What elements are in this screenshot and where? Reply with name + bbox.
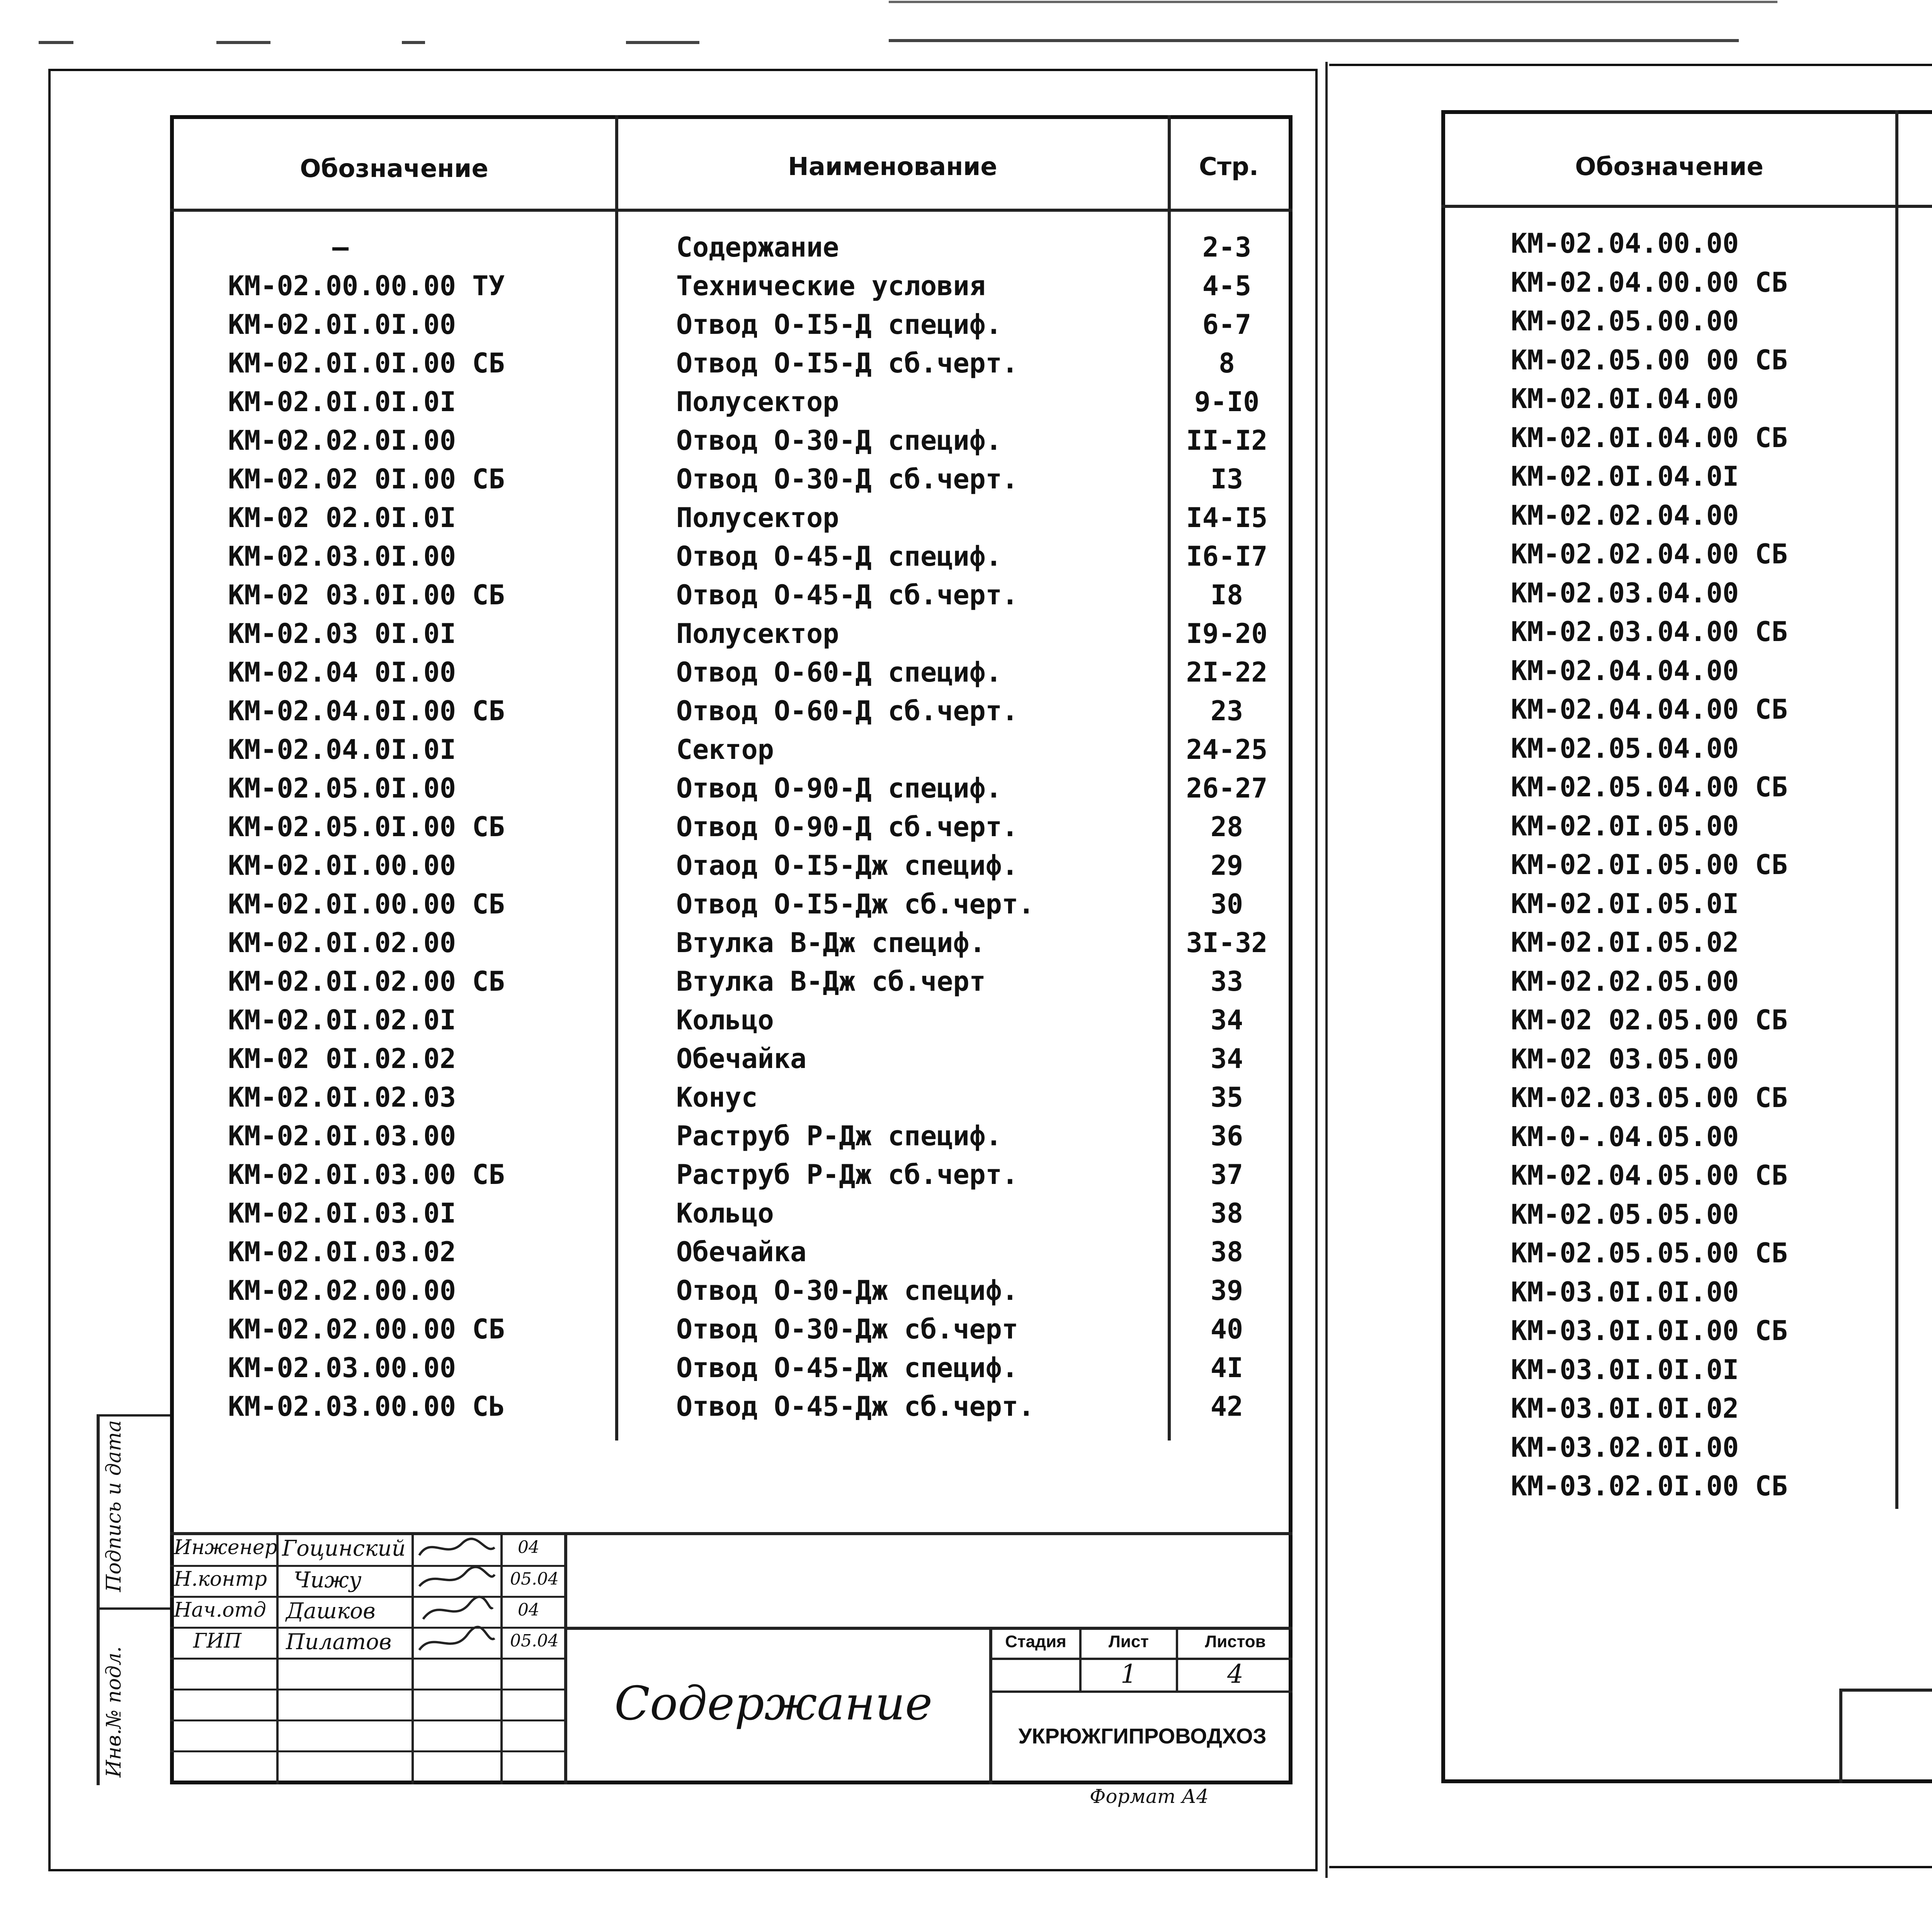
item-designation: КМ-0-.04.05.00 (1511, 1121, 1739, 1153)
list-item (228, 614, 1271, 653)
scan-edge-marks (0, 0, 1932, 66)
item-designation: — (332, 231, 349, 263)
item-designation: КМ-02.05.04.00 (1511, 732, 1739, 764)
item-designation: КМ-02.03.04.00 СБ (1511, 616, 1788, 648)
item-name: Отвод О-I5-Дж сб.черт. (676, 888, 1035, 920)
item-name: Отвод О-30-Дж специф. (676, 1275, 1019, 1306)
list-item (228, 769, 1271, 808)
item-name: Отаод О-I5-Дж специф. (676, 850, 1019, 881)
item-name: Отвод О-45-Дж специф. (676, 1352, 1019, 1384)
list-item (1511, 1428, 1932, 1467)
item-designation: КМ-02.0I.03.0I (228, 1197, 456, 1229)
right-stamp-v-line (1839, 1689, 1842, 1783)
list-item (228, 228, 1271, 267)
item-name: Отвод О-30-Д сб.черт. (676, 463, 1019, 495)
right-header-divider (1441, 205, 1932, 208)
item-name: Обечайка (676, 1236, 807, 1268)
item-page: I4-I5 (1186, 502, 1268, 534)
item-page: 4-5 (1202, 270, 1252, 302)
list-item (228, 498, 1271, 537)
item-designation: КМ-02.0I.0I.0I (228, 386, 456, 418)
list-item (1511, 1234, 1932, 1272)
item-designation: КМ-02.02.04.00 СБ (1511, 538, 1788, 570)
item-name: Отвод О-I5-Д сб.черт. (676, 347, 1019, 379)
list-item (1511, 457, 1932, 496)
item-designation: КМ-02.05.05.00 (1511, 1198, 1739, 1230)
item-page: 8 (1218, 347, 1235, 379)
item-designation: КМ-02.0I.02.0I (228, 1004, 456, 1036)
list-item (228, 1155, 1271, 1194)
item-designation: КМ-02.0I.00.00 (228, 850, 456, 881)
item-designation: КМ-02.0I.0I.00 (228, 309, 456, 340)
item-designation: КМ-03.0I.0I.02 (1511, 1393, 1739, 1424)
item-page: 4I (1210, 1352, 1243, 1384)
item-page: 38 (1210, 1197, 1243, 1229)
list-item (228, 962, 1271, 1001)
item-designation: КМ-02.0I.02.00 (228, 927, 456, 959)
list-item (228, 421, 1271, 460)
item-name: Отвод О-45-Д сб.черт. (676, 579, 1019, 611)
item-designation: КМ-02.04.00.00 (1511, 228, 1739, 259)
item-name: Кольцо (676, 1197, 774, 1229)
item-designation: КМ-02 0I.02.02 (228, 1043, 456, 1075)
list-item (1511, 1311, 1932, 1350)
item-name: Раструб Р-Дж сб.черт. (676, 1159, 1019, 1190)
item-designation: КМ-02.0I.04.0I (1511, 461, 1739, 492)
list-item (228, 692, 1271, 730)
list-item (228, 576, 1271, 614)
item-designation: КМ-02.0I.00.00 СБ (228, 888, 505, 920)
right-header-name (1898, 151, 1932, 179)
item-page: I6-I7 (1186, 541, 1268, 572)
item-page: 2-3 (1202, 231, 1252, 263)
item-designation: КМ-02.04.04.00 (1511, 655, 1739, 687)
item-page: 29 (1210, 850, 1243, 881)
item-designation: КМ-03.0I.0I.00 СБ (1511, 1315, 1788, 1347)
list-item (1511, 418, 1932, 457)
list-item (1511, 1156, 1932, 1195)
item-page: 37 (1210, 1159, 1243, 1190)
list-item (228, 383, 1271, 421)
list-item (228, 653, 1271, 692)
item-name: Отвод О-60-Д специф. (676, 656, 1002, 688)
side-label-inventory: Инв.№ подл. (102, 1646, 126, 1777)
sheets-value: 4 (1227, 1659, 1243, 1689)
item-name: Отвод О-45-Дж сб.черт. (676, 1391, 1035, 1422)
item-page: 3I-32 (1186, 927, 1268, 959)
stamp-date-4: 05.04 (510, 1631, 559, 1651)
item-page: II-I2 (1186, 425, 1268, 456)
item-designation: КМ-02.0I.03.00 (228, 1120, 456, 1152)
list-item (228, 885, 1271, 923)
left-format-label: Формат А4 (1090, 1785, 1209, 1808)
list-item (1511, 807, 1932, 845)
item-page: 38 (1210, 1236, 1243, 1268)
list-item (1511, 1467, 1932, 1505)
list-item (1511, 690, 1932, 729)
list-item (228, 923, 1271, 962)
item-designation: КМ-02.02 0I.00 СБ (228, 463, 505, 495)
left-side-strip-top (97, 1414, 170, 1417)
list-item (228, 846, 1271, 885)
item-designation: КМ-03.0I.0I.0I (1511, 1354, 1739, 1386)
left-side-strip-divider (97, 1607, 170, 1610)
list-item (228, 344, 1271, 383)
item-name: Отвод О-90-Д специф. (676, 772, 1002, 804)
list-item (1511, 768, 1932, 806)
list-item (1511, 1389, 1932, 1428)
item-designation: КМ-02.05.05.00 СБ (1511, 1237, 1788, 1269)
item-designation: КМ-02.03.05.00 СБ (1511, 1082, 1788, 1114)
item-name: Отвод О-90-Д сб.черт. (676, 811, 1019, 843)
item-name: Отвод О-45-Д специф. (676, 541, 1002, 572)
stamp-role-2: Н.контр (174, 1568, 267, 1591)
item-name: Отвод О-30-Д специф. (676, 425, 1002, 456)
item-designation: КМ-02.0I.04.00 (1511, 383, 1739, 415)
item-name: Отвод О-I5-Д специф. (676, 309, 1002, 340)
item-designation: КМ-02.02.05.00 (1511, 965, 1739, 997)
item-designation: КМ-02.02.0I.00 (228, 425, 456, 456)
item-designation: КМ-02.04.0I.0I (228, 734, 456, 765)
doc-title: Содержание (614, 1677, 933, 1731)
item-designation: КМ-02.00.00.00 ТУ (228, 270, 505, 302)
item-designation: КМ-02 03.0I.00 СБ (228, 579, 505, 611)
item-name: Раструб Р-Дж специф. (676, 1120, 1002, 1152)
side-label-signature: Подпись и дата (102, 1420, 126, 1592)
list-item (228, 808, 1271, 846)
item-designation: КМ-02.05.00 00 СБ (1511, 344, 1788, 376)
list-item (1511, 1117, 1932, 1156)
item-page: 33 (1210, 966, 1243, 997)
list-item (1511, 574, 1932, 612)
item-designation: КМ-02 02.0I.0I (228, 502, 456, 534)
item-designation: КМ-02.04.05.00 СБ (1511, 1160, 1788, 1191)
item-designation: КМ-02.04.0I.00 СБ (228, 695, 505, 727)
item-designation: КМ-03.02.0I.00 (1511, 1431, 1739, 1463)
stage-label: Стадия (1005, 1632, 1066, 1651)
item-name: Обечайка (676, 1043, 807, 1075)
item-name: Полусектор (676, 386, 839, 418)
list-item (1511, 379, 1932, 418)
sheet-value: 1 (1121, 1659, 1137, 1689)
signature-grid (170, 1532, 564, 1784)
item-page: 39 (1210, 1275, 1243, 1306)
left-header-designation: Обозначение (300, 155, 488, 183)
item-page: I3 (1210, 463, 1243, 495)
item-designation: КМ-02.0I.04.00 СБ (1511, 422, 1788, 454)
item-page: 34 (1210, 1004, 1243, 1036)
left-stamp-divider-v (564, 1532, 567, 1784)
item-designation: КМ-03.0I.0I.00 (1511, 1276, 1739, 1308)
list-item (228, 1001, 1271, 1039)
stamp-role-4: ГИП (193, 1629, 242, 1653)
item-designation: КМ-02.03.0I.00 (228, 541, 456, 572)
stamp-role-3: Нач.отд (174, 1599, 266, 1622)
list-item (1511, 1273, 1932, 1311)
organization-name: УКРЮЖГИПРОВОДХОЗ (1018, 1724, 1267, 1748)
item-designation: КМ-02.03.00.00 СЬ (228, 1391, 505, 1422)
list-item (228, 305, 1271, 344)
item-page: 2I-22 (1186, 656, 1268, 688)
list-item (228, 1039, 1271, 1078)
item-page: 40 (1210, 1313, 1243, 1345)
list-item (1511, 729, 1932, 768)
item-designation: КМ-02.03.04.00 (1511, 577, 1739, 609)
item-name: Конус (676, 1082, 758, 1113)
list-item (1511, 302, 1932, 340)
list-item (1511, 612, 1932, 651)
item-designation: КМ-02.05.0I.00 (228, 772, 456, 804)
item-designation: КМ-02.02.04.00 (1511, 499, 1739, 531)
item-name: Отвод О-30-Дж сб.черт (676, 1313, 1019, 1345)
stamp-date-2: 05.04 (510, 1569, 559, 1589)
item-designation: КМ-02.0I.05.0I (1511, 888, 1739, 920)
item-designation: КМ-02.05.0I.00 СБ (228, 811, 505, 843)
signature-scribbles (415, 1532, 498, 1660)
right-header-designation: Обозначение (1575, 153, 1764, 181)
stamp-name-1: Гоцинский (282, 1536, 406, 1561)
list-item (1511, 1040, 1932, 1078)
list-item (228, 1387, 1271, 1426)
item-designation: КМ-02.0I.03.00 СБ (228, 1159, 505, 1190)
list-item (228, 460, 1271, 498)
item-designation: КМ-02.03 0I.0I (228, 618, 456, 650)
list-item (1511, 1350, 1932, 1389)
list-item (228, 1310, 1271, 1349)
item-designation: КМ-02 03.05.00 (1511, 1043, 1739, 1075)
stamp-name-2: Чижу (294, 1568, 362, 1593)
list-item (228, 1233, 1271, 1271)
item-designation: КМ-02.05.04.00 СБ (1511, 771, 1788, 803)
item-designation: КМ-02.0I.05.00 (1511, 810, 1739, 842)
list-item (228, 267, 1271, 305)
list-item (1511, 1078, 1932, 1117)
item-designation: КМ-02.0I.02.03 (228, 1082, 456, 1113)
item-designation: КМ-02.0I.05.00 СБ (1511, 849, 1788, 881)
right-contents-list (1511, 224, 1932, 1538)
item-page: 42 (1210, 1391, 1243, 1422)
list-item (228, 1117, 1271, 1155)
sheet-separator-line (1325, 62, 1328, 1878)
item-page: 26-27 (1186, 772, 1268, 804)
stage-sheet-boxes (992, 1627, 1293, 1692)
item-page: 6-7 (1202, 309, 1252, 340)
item-name: Полусектор (676, 618, 839, 650)
list-item (228, 730, 1271, 769)
item-page: 24-25 (1186, 734, 1268, 765)
item-designation: КМ-02.0I.02.00 СБ (228, 966, 505, 997)
item-designation: КМ-02.04.04.00 СБ (1511, 694, 1788, 725)
left-contents-list (228, 228, 1271, 1441)
item-name: Полусектор (676, 502, 839, 534)
item-designation: КМ-02.04.00.00 СБ (1511, 266, 1788, 298)
list-item (1511, 651, 1932, 690)
stamp-name-3: Дашков (286, 1599, 376, 1624)
item-name: Содержание (676, 231, 839, 263)
list-item (228, 1349, 1271, 1387)
item-designation: КМ-02.05.00.00 (1511, 305, 1739, 337)
item-page: 23 (1210, 695, 1243, 727)
item-name: Втулка В-Дж специф. (676, 927, 986, 959)
item-page: 28 (1210, 811, 1243, 843)
list-item (1511, 535, 1932, 573)
left-stamp-divider-v2 (989, 1627, 992, 1784)
stamp-role-1: Инженер (174, 1536, 277, 1559)
item-page: 34 (1210, 1043, 1243, 1075)
item-page: I9-20 (1186, 618, 1268, 650)
item-designation: КМ-02.0I.05.02 (1511, 927, 1739, 958)
list-item (1511, 845, 1932, 884)
stamp-date-1: 04 (518, 1537, 539, 1557)
item-designation: КМ-02.03.00.00 (228, 1352, 456, 1384)
item-designation: КМ-02 02.05.00 СБ (1511, 1004, 1788, 1036)
left-header-page: Стр. (1199, 153, 1259, 181)
item-page: 9-I0 (1194, 386, 1260, 418)
item-designation: КМ-02.04 0I.00 (228, 656, 456, 688)
list-item (1511, 224, 1932, 263)
left-side-strip-line (97, 1414, 100, 1785)
left-header-name: Наименование (788, 153, 997, 181)
item-name: Втулка В-Дж сб.черт (676, 966, 986, 997)
item-designation: КМ-02.0I.0I.00 СБ (228, 347, 505, 379)
item-page: 36 (1210, 1120, 1243, 1152)
sheets-label: Листов (1205, 1632, 1266, 1651)
list-item (228, 1271, 1271, 1310)
item-name: Технические условия (676, 270, 986, 302)
sheet-label: Лист (1109, 1632, 1149, 1651)
list-item (1511, 923, 1932, 962)
list-item (1511, 1195, 1932, 1234)
list-item (1511, 884, 1932, 923)
item-name: Отвод О-60-Д сб.черт. (676, 695, 1019, 727)
list-item (1511, 263, 1932, 302)
item-page: I8 (1210, 579, 1243, 611)
item-page: 30 (1210, 888, 1243, 920)
list-item (1511, 1001, 1932, 1039)
list-item (228, 1194, 1271, 1233)
left-header-divider (170, 209, 1293, 212)
item-designation: КМ-02.0I.03.02 (228, 1236, 456, 1268)
stamp-name-4: Пилатов (286, 1629, 392, 1655)
item-designation: КМ-02.02.00.00 (228, 1275, 456, 1306)
list-item (228, 1078, 1271, 1117)
list-item (1511, 341, 1932, 379)
item-name: Кольцо (676, 1004, 774, 1036)
item-page: 35 (1210, 1082, 1243, 1113)
item-designation: КМ-03.02.0I.00 СБ (1511, 1470, 1788, 1502)
item-name: Сектор (676, 734, 774, 765)
item-designation: КМ-02.02.00.00 СБ (228, 1313, 505, 1345)
list-item (1511, 496, 1932, 535)
stamp-date-3: 04 (518, 1600, 539, 1620)
right-stamp-top-line (1839, 1689, 1932, 1692)
list-item (228, 537, 1271, 576)
list-item (1511, 962, 1932, 1001)
